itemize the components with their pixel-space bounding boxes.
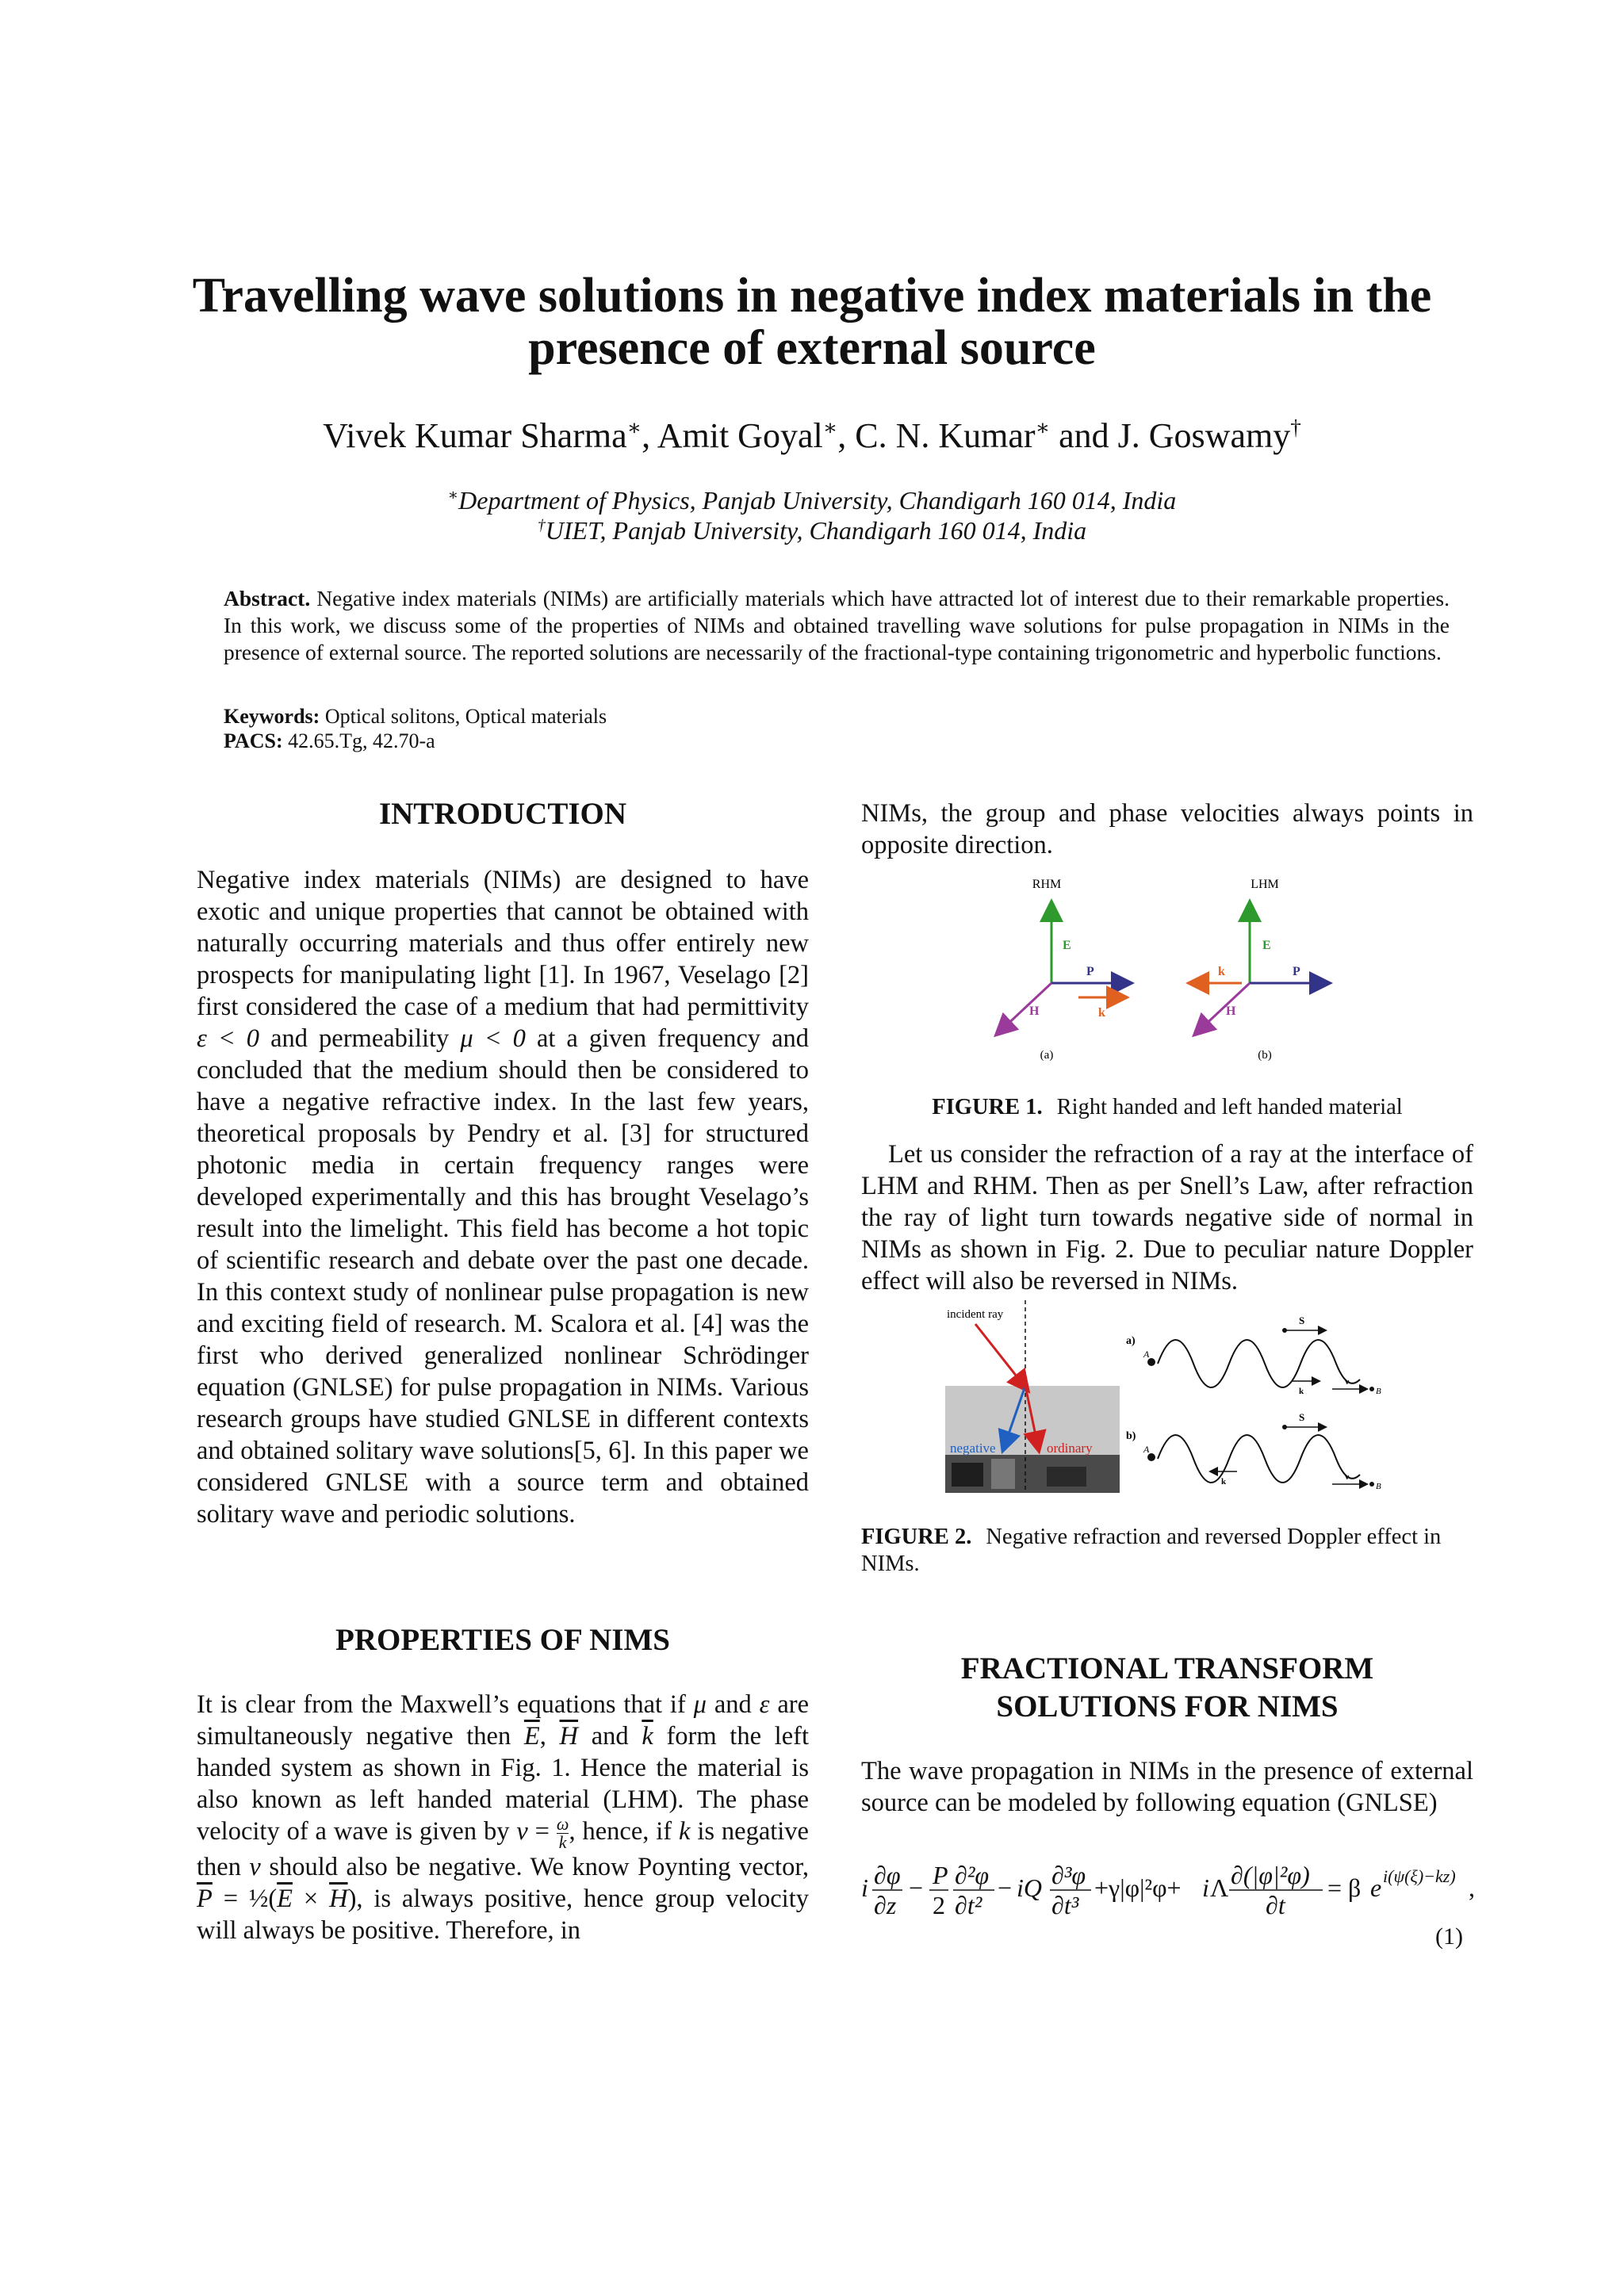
paper-title: Travelling wave solutions in negative index materials in the presence of external source [192, 269, 1432, 375]
label-k-b: k [1218, 965, 1225, 978]
fraction-omega-k [557, 1816, 569, 1851]
svg-text:∂(|φ|²φ): ∂(|φ|²φ) [1231, 1861, 1310, 1889]
svg-text:∂²φ: ∂²φ [955, 1861, 990, 1889]
affiliation-mark: † [537, 516, 546, 534]
svg-text:∂φ: ∂φ [874, 1861, 901, 1889]
text: ), is always positive, hence group velocity will always be positive. Therefore, in [197, 1885, 809, 1946]
author-separator: , [837, 416, 856, 455]
keywords-label: Keywords: [224, 705, 320, 728]
author-name: Amit Goyal [657, 416, 823, 455]
label-panel-a: a) [1126, 1335, 1136, 1347]
keywords [224, 704, 1450, 729]
label-S-a: S [1299, 1314, 1305, 1326]
equation-1-render [861, 1855, 1473, 1927]
svg-text:= β: = β [1327, 1873, 1362, 1902]
vector-H: $\overline{H}$ [329, 1885, 348, 1914]
svg-text:iQ: iQ [1017, 1873, 1042, 1902]
label-S-b: S [1299, 1411, 1305, 1423]
pacs-text: 42.65.Tg, 42.70-a [288, 729, 435, 752]
pacs [224, 729, 1450, 753]
affiliation-mark: ∗ [447, 486, 459, 504]
text: form the left handed system as shown in Fig. 1. Hence the material is also known as left handed material (LHM). The phase velocity of a wave is given by [197, 1722, 809, 1846]
label-lhm: LHM [1251, 878, 1279, 891]
abstract-text: Negative index materials (NIMs) are artificially materials which have attracted lot of interest due to their remarkable properties. In this work, we discuss some of the properties of NIMs and obtained travelling wave solutions for pulse propagation in NIMs in the presence of external source. The reported solutions are necessarily of the fractional-type containing trigonometric and hyperbolic functions. [224, 586, 1450, 664]
text: , [539, 1722, 560, 1751]
label-P-b: P [1293, 965, 1300, 978]
section-heading-introduction: INTRODUCTION [378, 797, 627, 831]
label-E-b: E [1262, 939, 1271, 952]
caption-label: FIGURE 2. [861, 1525, 972, 1549]
label-B-a: B [1376, 1387, 1381, 1396]
observer-b [1369, 1482, 1374, 1487]
label-A-a: A [1143, 1349, 1150, 1360]
text: × [293, 1885, 330, 1914]
figure-1-caption [861, 1094, 1473, 1121]
label-B-b: B [1376, 1482, 1381, 1491]
svg-text:∂t²: ∂t² [955, 1891, 982, 1919]
noise-block [1047, 1467, 1086, 1487]
label-k-a2: k [1299, 1387, 1304, 1396]
text: is negative then [197, 1817, 809, 1882]
vector-E: $\overline{E}$ [523, 1722, 540, 1751]
svg-text:e: e [1370, 1873, 1382, 1902]
vector-P: $\overline{P}$ [197, 1885, 213, 1914]
affiliation-mark: ∗ [822, 415, 838, 440]
text: , hence, if [569, 1817, 679, 1846]
noise-block [952, 1463, 983, 1487]
svg-text:i: i [1202, 1873, 1209, 1902]
text: and [706, 1690, 760, 1719]
arrow-H-b [1201, 983, 1250, 1029]
math-half: ½ [248, 1885, 269, 1914]
affiliation-text: Department of Physics, Panjab University, Chandigarh 160 014, India [458, 486, 1177, 515]
label-panel-b: b) [1126, 1430, 1136, 1442]
svg-text:i: i [861, 1873, 868, 1902]
math-v: v [516, 1817, 528, 1846]
intro-text: Negative index materials (NIMs) are designed to have exotic and unique properties that cannot be obtained with naturally occurring materials and thus offer entirely new prospects for manipulating light [1]. In 1967, Veselago [2] first considered the case of a medium that had permittivity [197, 866, 809, 1021]
text: should also be negative. We know Poynting vector, [260, 1853, 809, 1882]
subfigure-b: (b) [1258, 1049, 1272, 1062]
author-name: Vivek Kumar Sharma [323, 416, 627, 455]
label-v-b: v [1345, 1472, 1350, 1482]
section-heading-fractional-2: SOLUTIONS FOR NIMS [996, 1689, 1339, 1724]
wave-b [1158, 1435, 1360, 1483]
label-k-a: k [1098, 1006, 1105, 1020]
subfigure-a: (a) [1040, 1049, 1054, 1062]
affiliation-text: UIET, Panjab University, Chandigarh 160 014, India [545, 516, 1087, 545]
author-name: C. N. Kumar [855, 416, 1036, 455]
text: ( [268, 1885, 278, 1914]
text: and [578, 1722, 642, 1751]
noise-block [991, 1459, 1015, 1489]
wave-a [1158, 1340, 1360, 1387]
author-name: J. Goswamy [1117, 416, 1291, 455]
dot [1282, 1425, 1287, 1429]
section-heading-fractional-1: FRACTIONAL TRANSFORM [960, 1651, 1374, 1686]
vector-k: $\overline{k}$ [642, 1722, 653, 1751]
label-H-b: H [1226, 1004, 1236, 1018]
figure-2-caption [861, 1524, 1473, 1578]
label-negative: negative [950, 1441, 996, 1456]
equation-number: (1) [1435, 1923, 1463, 1950]
affiliation-1 [238, 485, 1386, 515]
label-E-a: E [1063, 939, 1071, 952]
affiliation-mark: ∗ [626, 415, 642, 440]
vector-H: $\overline{H}$ [559, 1722, 579, 1751]
intro-text: at a given frequency and concluded that the medium should then be considered to have a negative refractive index. In the last few years, theoretical proposals by Pendry et al. [3] for structured photonic media in certain frequency ranges were developed experimentally and this has brought Veselago’s result into the limelight. This field has become a hot topic of scientific research and debate over the past one decade. In this context study of nonlinear pulse propagation is new and exciting field of research. M. Scalora et al. [4] was the first who derived generalized nonlinear Schrödinger equation (GNLSE) for pulse propagation in NIMs. Various research groups have studied GNLSE in different contexts and obtained solitary wave solutions[5, 6]. In this paper we considered GNLSE with a source term and obtained solitary wave and periodic solutions. [197, 1024, 809, 1529]
svg-text:P: P [933, 1861, 948, 1889]
affiliation-mark: ∗ [1035, 415, 1051, 440]
label-P-a: P [1086, 965, 1094, 978]
affiliation-mark: † [1290, 415, 1301, 440]
author-separator: , [642, 416, 657, 455]
text: = [212, 1885, 249, 1914]
equation-1 [861, 1855, 1473, 1927]
author-list [159, 416, 1465, 456]
introduction-paragraph [197, 864, 809, 1530]
fractional-paragraph: The wave propagation in NIMs in the presence of external source can be modeled by following equation (GNLSE) [861, 1757, 1473, 1817]
label-incident-ray: incident ray [947, 1308, 1004, 1321]
intro-text: and permeability [259, 1024, 461, 1053]
pacs-label: PACS: [224, 729, 283, 752]
label-H-a: H [1029, 1004, 1040, 1018]
properties-paragraph [197, 1689, 809, 1946]
svg-text:−: − [998, 1873, 1013, 1902]
svg-text:∂³φ: ∂³φ [1051, 1861, 1086, 1889]
dot [1282, 1328, 1287, 1333]
snell-paragraph: Let us consider the refraction of a ray at the interface of LHM and RHM. Then as per Snell’s Law, after refraction the ray of light turn towards negative side of normal in NIMs as shown in Fig. 2. Due to peculiar nature Doppler effect will also be reversed in NIMs. [861, 1140, 1473, 1295]
fraction-numerator: ω [556, 1814, 569, 1835]
math-mu: μ [693, 1690, 707, 1719]
label-v-a: v [1345, 1377, 1350, 1387]
label-rhm: RHM [1032, 878, 1062, 891]
right-column-lead: NIMs, the group and phase velocities always points in opposite direction. [861, 799, 1473, 859]
caption-text: Negative refraction and reversed Doppler effect in NIMs. [861, 1525, 1442, 1576]
math-inline: ε < 0 [197, 1024, 260, 1053]
caption-label: FIGURE 1. [932, 1095, 1043, 1119]
svg-text:i(ψ(ξ)−kz): i(ψ(ξ)−kz) [1383, 1866, 1456, 1886]
math-inline: μ < 0 [460, 1024, 526, 1053]
label-k-b2: k [1221, 1477, 1227, 1487]
author-separator: and [1050, 416, 1118, 455]
figure-2-diagram [944, 1300, 1404, 1498]
text: are simultaneously negative then [197, 1690, 809, 1751]
fraction-denominator: k [558, 1832, 567, 1853]
figure-1-diagram [983, 872, 1396, 1070]
incident-ray [975, 1324, 1023, 1384]
caption-text: Right handed and left handed material [1056, 1095, 1403, 1119]
math-epsilon: ε [759, 1690, 770, 1719]
observer-a [1369, 1387, 1374, 1391]
vector-E: $\overline{E}$ [277, 1885, 293, 1914]
text: = [527, 1817, 557, 1846]
svg-text:2: 2 [933, 1891, 945, 1919]
math-k: k [679, 1817, 691, 1846]
section-heading-properties: PROPERTIES OF NIMS [335, 1623, 670, 1657]
svg-text:+γ|φ|²φ+: +γ|φ|²φ+ [1094, 1873, 1182, 1902]
svg-text:,: , [1469, 1873, 1475, 1902]
label-A-b: A [1143, 1444, 1150, 1455]
math-v: v [249, 1853, 261, 1882]
svg-text:Λ: Λ [1210, 1873, 1229, 1902]
affiliation-2 [238, 515, 1386, 545]
text: It is clear from the Maxwell’s equations that if [197, 1690, 694, 1719]
keywords-text: Optical solitons, Optical materials [324, 705, 607, 728]
abstract [224, 585, 1450, 666]
svg-text:∂t: ∂t [1266, 1891, 1285, 1919]
svg-text:∂t³: ∂t³ [1051, 1891, 1079, 1919]
svg-text:∂z: ∂z [874, 1891, 897, 1919]
abstract-label: Abstract. [224, 586, 311, 610]
label-ordinary: ordinary [1047, 1441, 1093, 1456]
arrow-H-a [1002, 983, 1051, 1029]
svg-text:−: − [909, 1873, 924, 1902]
